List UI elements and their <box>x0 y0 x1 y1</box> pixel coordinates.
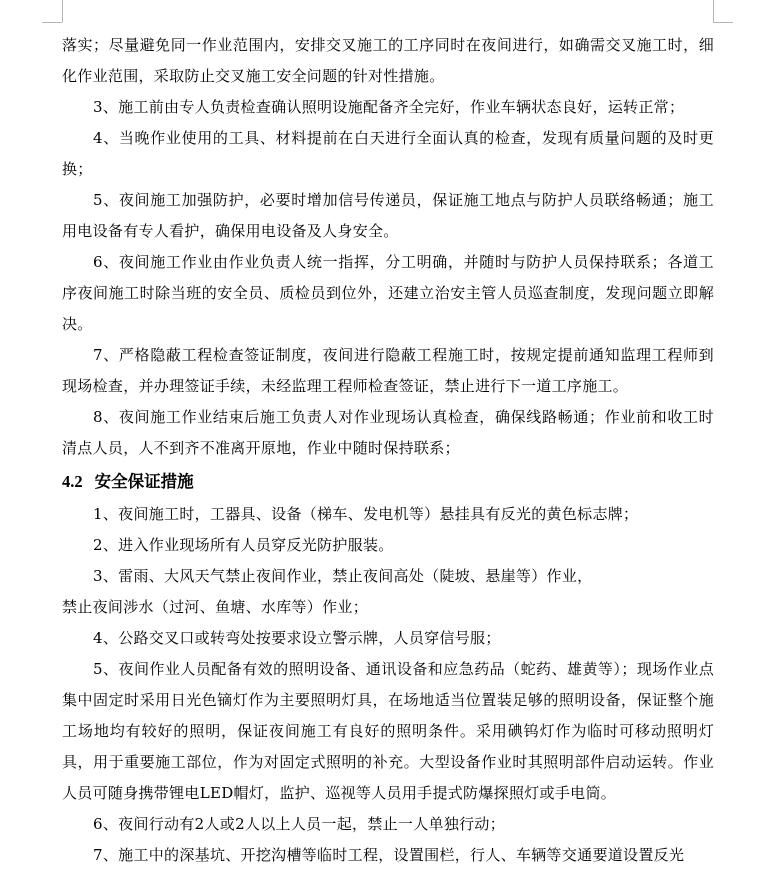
document-body <box>62 30 714 871</box>
paragraph: 4、当晚作业使用的工具、材料提前在白天进行全面认真的检查，发现有质量问题的及时更换； <box>62 129 714 178</box>
paragraph: 3、施工前由专人负责检查确认照明设施配备齐全完好，作业车辆状态良好，运转正常； <box>93 98 685 116</box>
paragraph: 7、严格隐蔽工程检查签证制度，夜间进行隐蔽工程施工时，按规定提前通知监理工程师到现场检查，并办理签证手续，未经监理工程师检查签证，禁止进行下一道工序施工。 <box>62 346 714 395</box>
paragraphs-before <box>62 30 714 464</box>
page-corner-mark-right-h <box>713 22 733 23</box>
paragraph: 5、夜间施工加强防护，必要时增加信号传递员，保证施工地点与防护人员联络畅通；施工用电设备有专人看护，确保用电设备及人身安全。 <box>62 191 714 240</box>
paragraph: 8、夜间施工作业结束后施工负责人对作业现场认真检查，确保线路畅通；作业前和收工时清点人员，人不到齐不准离开原地，作业中随时保持联系； <box>62 408 714 457</box>
section-number: 4.2 <box>62 472 83 491</box>
paragraph: 禁止夜间涉水（过河、鱼塘、水库等）作业； <box>62 598 369 616</box>
paragraph: 5、夜间作业人员配备有效的照明设备、通讯设备和应急药品（蛇药、雄黄等）；现场作业点集中固定时采用日光色镝灯作为主要照明灯具，在场地适当位置装足够的照明设备，保证整个施工场地均有较好的照明，保证夜间施工有良好的照明条件。采用碘钨灯作为临时可移动照明灯具，用于重要施工部位，作为对固定式照明的补充。大型设备作业时其照明部件启动运转。作业人员可随身携带锂电LED帽灯，监护、巡视等人员用手提式防爆探照灯或手电筒。 <box>62 660 714 802</box>
paragraph: 6、夜间施工作业由作业负责人统一指挥，分工明确，并随时与防护人员保持联系；各道工序夜间施工时除当班的安全员、质检员到位外，还建立治安主管人员巡查制度，发现问题立即解决。 <box>62 253 714 333</box>
paragraph: 1、夜间施工时，工器具、设备（梯车、发电机等）悬挂具有反光的黄色标志牌； <box>93 505 639 523</box>
paragraph: 2、进入作业现场所有人员穿反光防护服装。 <box>93 536 394 554</box>
section-title: 安全保证措施 <box>94 472 194 491</box>
page-corner-mark-right <box>713 0 714 22</box>
paragraphs-after <box>62 499 714 871</box>
page-corner-mark-left-h <box>42 22 62 23</box>
page-corner-mark-left <box>62 0 63 22</box>
section-heading <box>62 466 714 497</box>
paragraph: 6、夜间行动有2人或2人以上人员一起，禁止一人单独行动； <box>93 815 506 833</box>
paragraph: 4、公路交叉口或转弯处按要求设立警示牌，人员穿信号服； <box>93 629 501 647</box>
paragraph: 7、施工中的深基坑、开挖沟槽等临时工程，设置围栏，行人、车辆等交通要道设置反光 <box>93 846 685 864</box>
paragraph: 3、雷雨、大风天气禁止夜间作业，禁止夜间高处（陡坡、悬崖等）作业， <box>93 567 593 585</box>
paragraph: 落实；尽量避免同一作业范围内，安排交叉施工的工序同时在夜间进行，如确需交叉施工时，细化作业范围，采取防止交叉施工安全问题的针对性措施。 <box>62 36 714 85</box>
